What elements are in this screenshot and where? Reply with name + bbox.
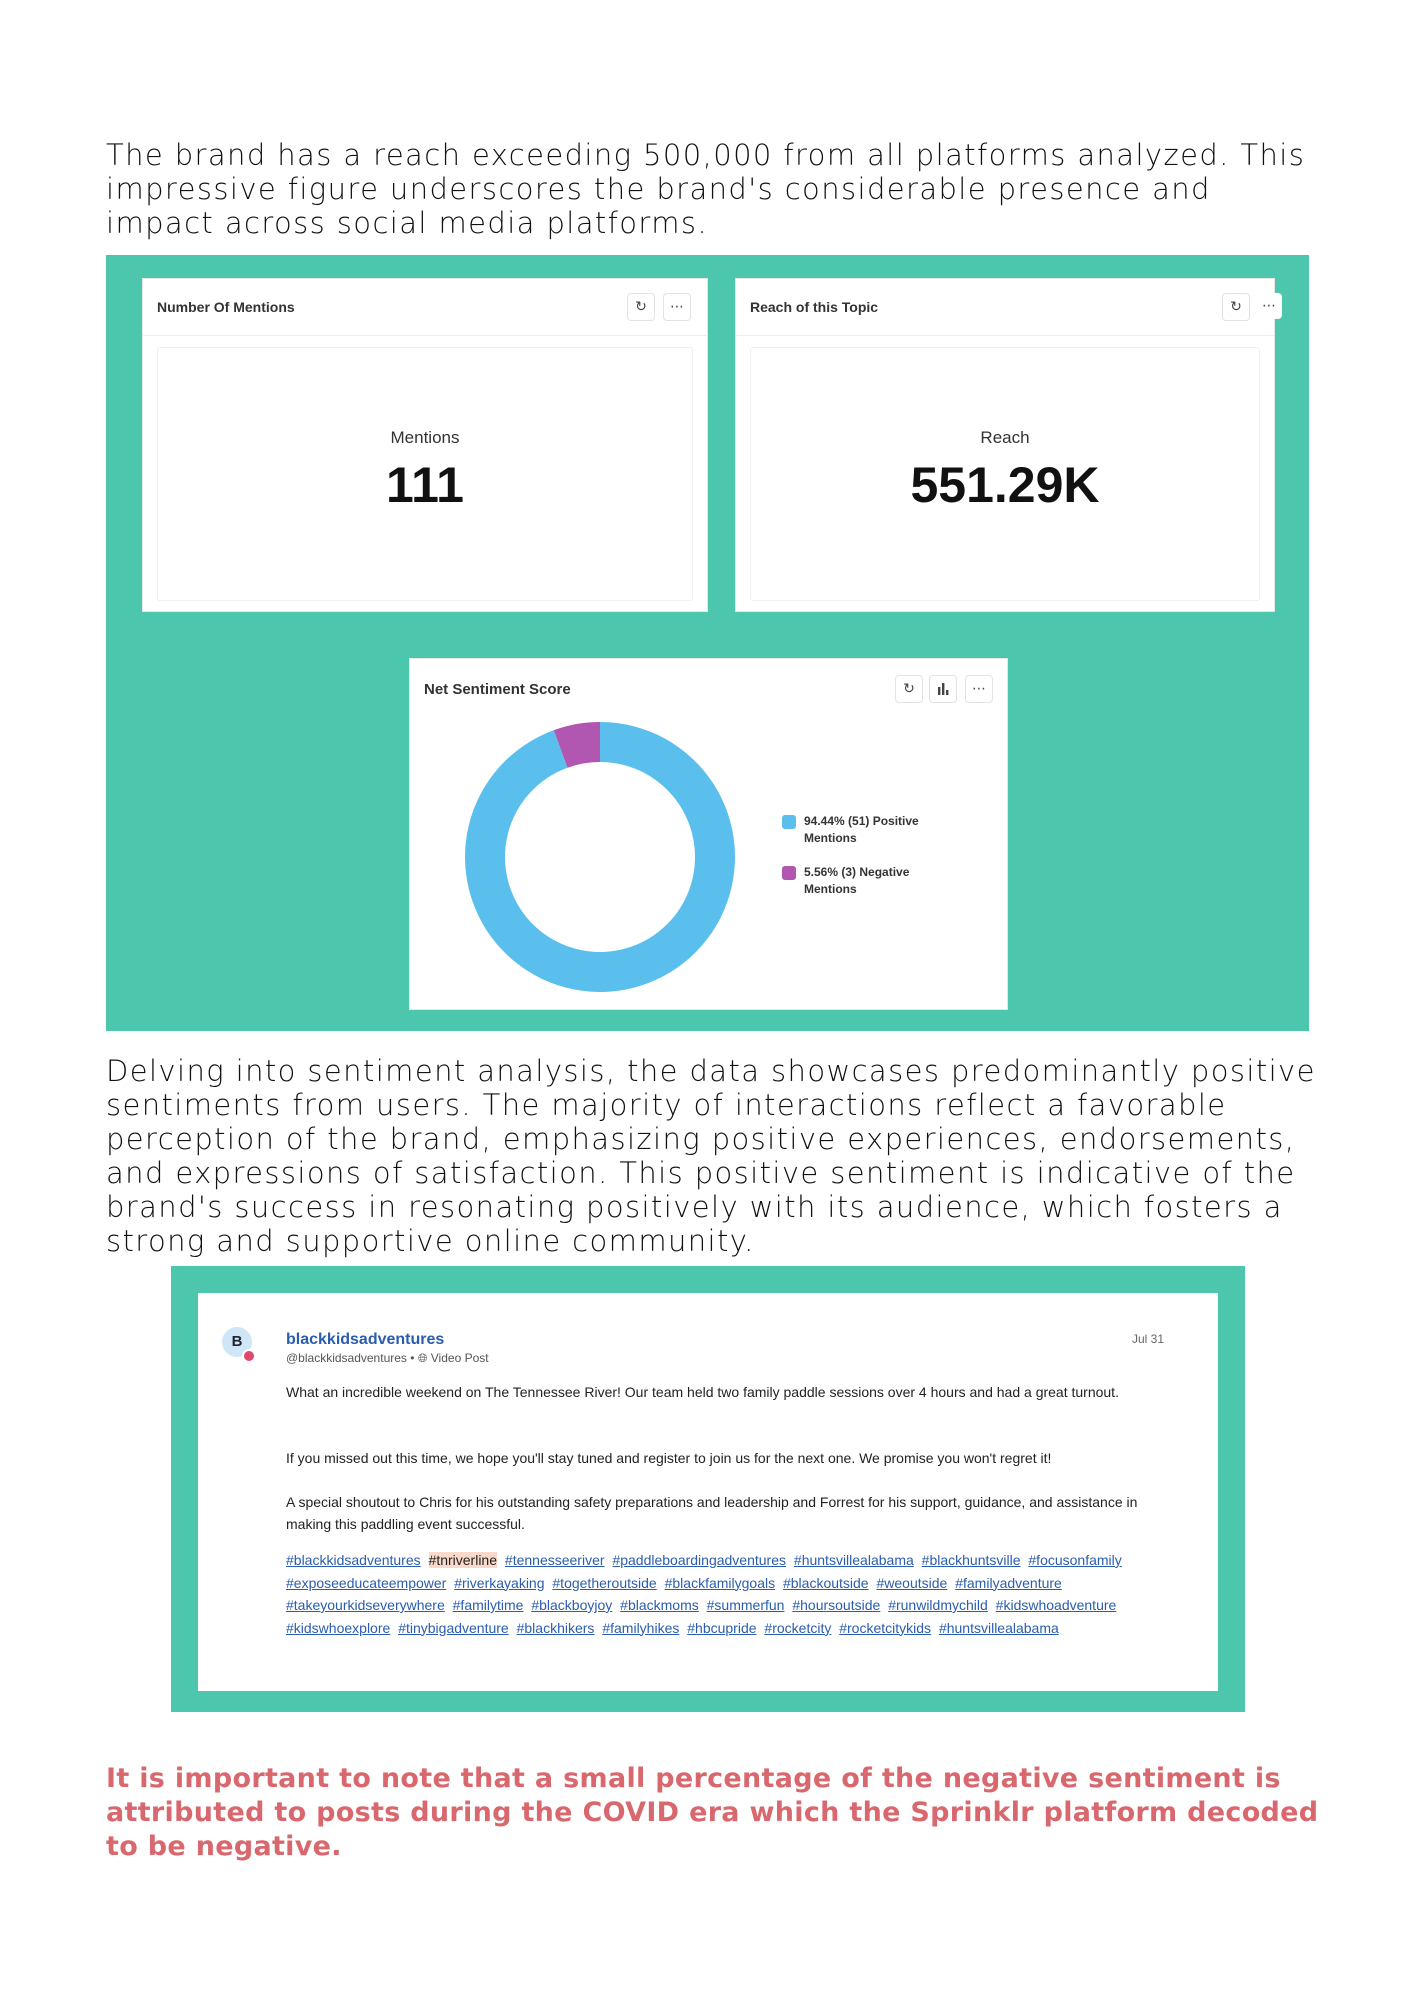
hashtag-link[interactable]: #riverkayaking — [454, 1574, 545, 1591]
refresh-icon[interactable]: ↻ — [1222, 293, 1250, 321]
hashtag-link[interactable]: #blackhikers — [516, 1619, 595, 1636]
hashtag-link[interactable]: #huntsvillealabama — [793, 1552, 914, 1568]
hashtag-link[interactable]: #tnriverline — [428, 1552, 498, 1568]
instagram-badge-icon — [242, 1349, 256, 1363]
sentiment-paragraph: Delving into sentiment analysis, the data showcases predominantly positive sentiments from users. The majority of interactions reflect a favorable perception of the brand, emphasizing positive experiences, endorsements, and expressions of satisfaction. This positive sentiment is indicative of the brand's success in resonating positively with its audience, which fosters a strong and supportive online community. — [106, 1054, 1316, 1258]
more-options-icon[interactable]: ⋯ — [663, 293, 691, 321]
card-title: Number Of Mentions — [157, 299, 295, 315]
metric-value: 111 — [386, 457, 464, 513]
metric-label: Mentions — [390, 428, 460, 447]
legend-label: 94.44% (51) Positive Mentions — [804, 814, 919, 845]
covid-note: It is important to note that a small percentage of the negative sentiment is attributed to posts during the COVID era which the Sprinklr platform decoded to be negative. — [106, 1763, 1319, 1862]
post-type: Video Post — [430, 1351, 489, 1365]
legend-swatch — [782, 866, 796, 880]
hashtag-link[interactable]: #summerfun — [706, 1597, 785, 1613]
hashtag-link[interactable]: #togetheroutside — [552, 1574, 657, 1591]
hashtag-link[interactable]: #rocketcity — [764, 1619, 832, 1636]
metric-value: 551.29K — [910, 457, 1100, 513]
legend-label: 5.56% (3) Negative Mentions — [804, 865, 910, 896]
hashtag-link[interactable]: #exposeeducateempower — [286, 1574, 447, 1591]
more-options-icon[interactable]: ⋯ — [965, 675, 993, 703]
legend-swatch — [782, 815, 796, 829]
post-author[interactable]: blackkidsadventures — [286, 1331, 445, 1348]
hashtag-link[interactable]: #paddleboardingadventures — [612, 1552, 787, 1568]
mentions-card — [142, 278, 708, 612]
hashtag-link[interactable]: #blackhuntsville — [921, 1552, 1021, 1568]
metric-container — [750, 347, 1260, 601]
metric-label: Reach — [980, 428, 1030, 447]
hashtag-link[interactable]: #familyhikes — [602, 1619, 680, 1636]
donut-chart — [450, 707, 750, 1007]
hashtag-link[interactable]: #familytime — [452, 1597, 524, 1613]
post-handle: @blackkidsadventures — [286, 1351, 407, 1365]
refresh-icon[interactable]: ↻ — [895, 675, 923, 703]
bar-chart-icon[interactable] — [929, 675, 957, 703]
hashtag-link[interactable]: #blackoutside — [782, 1574, 869, 1591]
refresh-icon[interactable]: ↻ — [627, 293, 655, 321]
donut-slice-positive-mentions[interactable] — [465, 722, 735, 992]
hashtag-link[interactable]: #blackfamilygoals — [664, 1574, 776, 1591]
card-title: Net Sentiment Score — [424, 681, 571, 698]
hashtag-link[interactable]: #hoursoutside — [792, 1597, 881, 1613]
avatar[interactable]: B — [222, 1327, 252, 1357]
sentiment-card — [409, 658, 1008, 1010]
hashtag-link[interactable]: #kidswhoadventure — [995, 1597, 1117, 1613]
hashtag-link[interactable]: #focusonfamily — [1028, 1552, 1122, 1568]
hashtag-link[interactable]: #rocketcitykids — [839, 1619, 932, 1636]
post-paragraph: A special shoutout to Chris for his outstanding safety preparations and leadership and Forrest for his support, guidance, and assistance in making this paddling event successful. — [286, 1494, 1138, 1532]
post-paragraph: What an incredible weekend on The Tennessee River! Our team held two family paddle sessions over 4 hours and had a great turnout. — [286, 1384, 1119, 1400]
hashtag-link[interactable]: #weoutside — [876, 1574, 948, 1591]
hashtag-link[interactable]: #huntsvillealabama — [938, 1619, 1059, 1636]
post-handle-line — [286, 1351, 489, 1366]
hashtag-link[interactable]: #blackkidsadventures — [286, 1552, 421, 1568]
metric-container — [157, 347, 693, 601]
intro-paragraph: The brand has a reach exceeding 500,000 from all platforms analyzed. This impressive figure underscores the brand's considerable presence and impact across social media platforms. — [106, 138, 1306, 240]
post-date: Jul 31 — [1131, 1332, 1164, 1346]
hashtag-link[interactable]: #kidswhoexplore — [286, 1619, 391, 1636]
hashtag-link[interactable]: #runwildmychild — [888, 1597, 988, 1613]
hashtag-link[interactable]: #takeyourkidseverywhere — [286, 1597, 445, 1613]
hashtag-link[interactable]: #blackboyjoy — [531, 1597, 613, 1613]
hashtag-link[interactable]: #tennesseeriver — [504, 1552, 605, 1568]
globe-icon: 🌐︎ — [417, 1351, 428, 1365]
hashtag-link[interactable]: #tinybigadventure — [398, 1619, 509, 1636]
social-post-card — [198, 1293, 1218, 1691]
hashtag-list — [286, 1549, 1166, 1639]
more-options-icon[interactable]: ⋯ — [1256, 293, 1282, 319]
reach-card — [735, 278, 1275, 612]
separator-dot: • — [410, 1351, 418, 1365]
card-title: Reach of this Topic — [750, 299, 879, 315]
card-header — [736, 279, 1274, 336]
hashtag-link[interactable]: #hbcupride — [687, 1619, 757, 1636]
hashtag-link[interactable]: #familyadventure — [955, 1574, 1062, 1591]
card-header — [143, 279, 707, 336]
post-paragraph: If you missed out this time, we hope you'll stay tuned and register to join us for the next one. We promise you won't regret it! — [286, 1450, 1052, 1466]
hashtag-link[interactable]: #blackmoms — [620, 1597, 699, 1613]
